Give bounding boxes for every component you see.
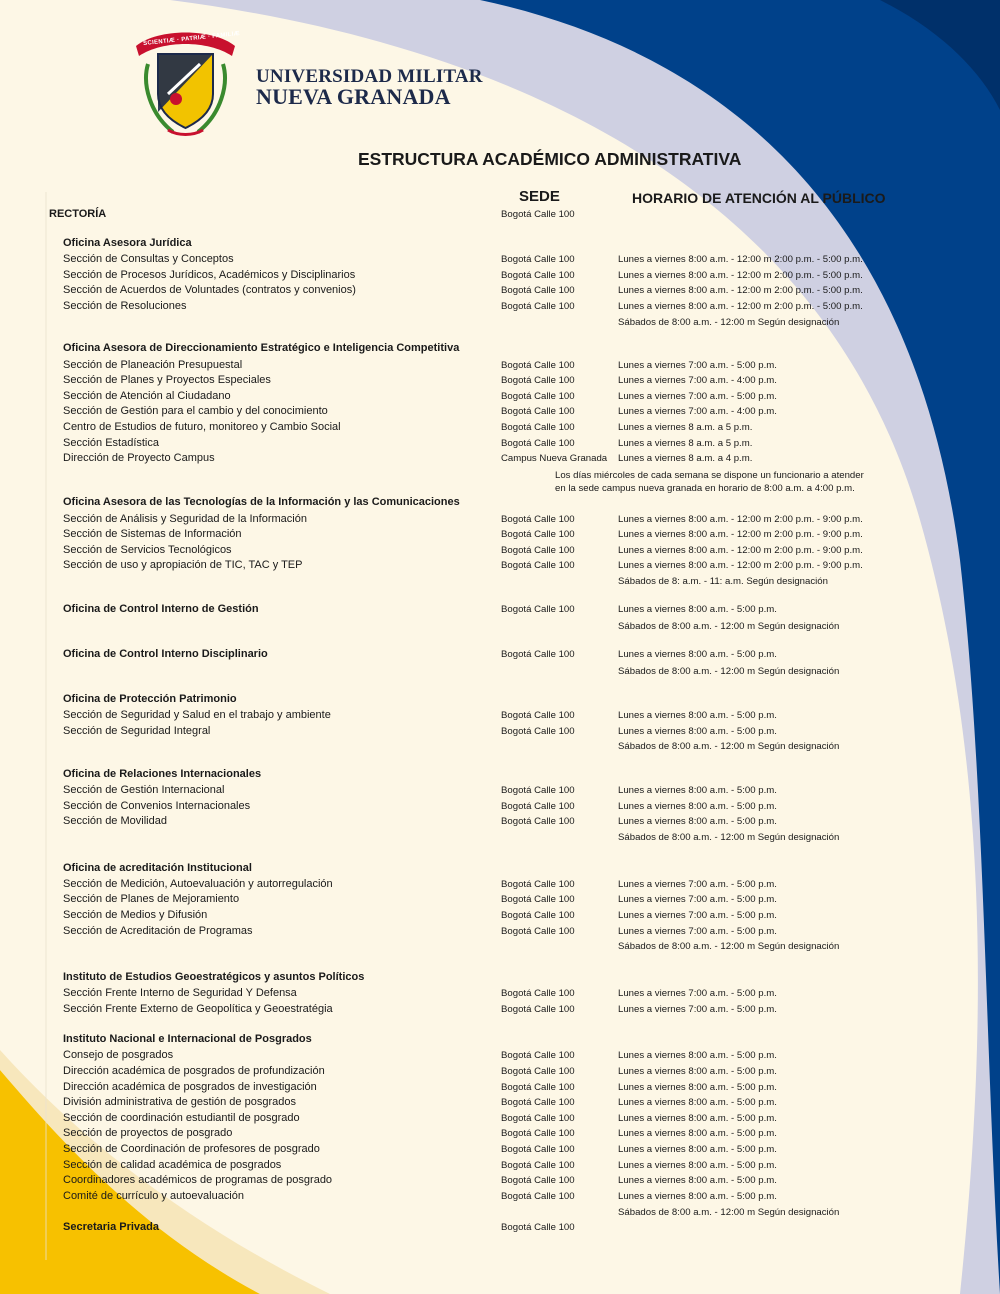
- unit-name: Sección de Coordinación de profesores de posgrado: [63, 1143, 320, 1155]
- logo-motto: SCIENTIÆ · PATRIÆ · FAMILIÆ: [142, 30, 241, 48]
- unit-name: Oficina de Protección Patrimonio: [63, 693, 237, 705]
- unit-name: Sección de Atención al Ciudadano: [63, 390, 231, 402]
- horario-cell: Lunes a viernes 8:00 a.m. - 12:00 m 2:00 p.m. - 5:00 p.m.: [618, 285, 863, 296]
- unit-name: Sección de Gestión para el cambio y del conocimiento: [63, 405, 328, 417]
- sede-cell: Bogotá Calle 100: [501, 1050, 575, 1061]
- sede-cell: Bogotá Calle 100: [501, 560, 575, 571]
- unit-name: Sección de Procesos Jurídicos, Académicos y Disciplinarios: [63, 269, 356, 281]
- unit-name: Sección de Servicios Tecnológicos: [63, 544, 232, 556]
- horario-cell: Lunes a viernes 8:00 a.m. - 5:00 p.m.: [618, 1050, 777, 1061]
- horario-cell: Lunes a viernes 8:00 a.m. - 5:00 p.m.: [618, 816, 777, 827]
- horario-cell: Lunes a viernes 7:00 a.m. - 5:00 p.m.: [618, 894, 777, 905]
- sede-cell: Bogotá Calle 100: [501, 1222, 575, 1233]
- horario-cell: Lunes a viernes 8:00 a.m. - 5:00 p.m.: [618, 1097, 777, 1108]
- horario-cell: Lunes a viernes 8:00 a.m. - 5:00 p.m.: [618, 1113, 777, 1124]
- sede-cell: Bogotá Calle 100: [501, 988, 575, 999]
- horario-cell: Lunes a viernes 8:00 a.m. - 5:00 p.m.: [618, 1066, 777, 1077]
- sede-cell: Bogotá Calle 100: [501, 926, 575, 937]
- unit-name: Instituto Nacional e Internacional de Posgrados: [63, 1033, 312, 1045]
- horario-cell: Lunes a viernes 7:00 a.m. - 5:00 p.m.: [618, 879, 777, 890]
- unit-name: Oficina de Control Interno de Gestión: [63, 603, 259, 615]
- sede-cell: Bogotá Calle 100: [501, 360, 575, 371]
- sede-cell: Bogotá Calle 100: [501, 1128, 575, 1139]
- sede-cell: Bogotá Calle 100: [501, 529, 575, 540]
- horario-cell: Sábados de 8:00 a.m. - 12:00 m Según designación: [618, 741, 840, 752]
- sede-cell: Bogotá Calle 100: [501, 375, 575, 386]
- unit-name: Secretaria Privada: [63, 1221, 160, 1233]
- horario-cell: Lunes a viernes 8:00 a.m. - 5:00 p.m.: [618, 726, 777, 737]
- sede-cell: Bogotá Calle 100: [501, 1113, 575, 1124]
- unit-name: Sección de Medios y Difusión: [63, 909, 208, 921]
- horario-cell: Lunes a viernes 8 a.m. a 5 p.m.: [618, 438, 753, 449]
- unit-name: Sección de Gestión Internacional: [63, 784, 225, 796]
- horario-cell: Lunes a viernes 8:00 a.m. - 5:00 p.m.: [618, 1128, 777, 1139]
- unit-name: Sección de Planes de Mejoramiento: [63, 893, 240, 905]
- sede-cell: Bogotá Calle 100: [501, 391, 575, 402]
- horario-cell: Lunes a viernes 8:00 a.m. - 5:00 p.m.: [618, 649, 777, 660]
- horario-cell: Lunes a viernes 8:00 a.m. - 5:00 p.m.: [618, 710, 777, 721]
- sede-cell: Bogotá Calle 100: [501, 879, 575, 890]
- horario-cell: Lunes a viernes 7:00 a.m. - 4:00 p.m.: [618, 375, 777, 386]
- sede-cell: Bogotá Calle 100: [501, 209, 575, 220]
- horario-cell: Lunes a viernes 7:00 a.m. - 4:00 p.m.: [618, 406, 777, 417]
- horario-cell: Lunes a viernes 7:00 a.m. - 5:00 p.m.: [618, 360, 777, 371]
- unit-name: Dirección académica de posgrados de profundización: [63, 1065, 325, 1077]
- horario-cell: Lunes a viernes 8:00 a.m. - 12:00 m 2:00 p.m. - 9:00 p.m.: [618, 545, 863, 556]
- unit-name: Sección de uso y apropiación de TIC, TAC y TEP: [63, 559, 303, 571]
- unit-name: Oficina de Control Interno Disciplinario: [63, 648, 268, 660]
- horario-cell: Sábados de 8:00 a.m. - 12:00 m Según designación: [618, 666, 840, 677]
- horario-cell: Lunes a viernes 7:00 a.m. - 5:00 p.m.: [618, 926, 777, 937]
- unit-name: Sección de Planes y Proyectos Especiales: [63, 374, 271, 386]
- unit-name: Sección de Análisis y Seguridad de la Información: [63, 513, 307, 525]
- unit-name: Sección de calidad académica de posgrados: [63, 1159, 282, 1171]
- horario-cell: Lunes a viernes 8:00 a.m. - 5:00 p.m.: [618, 785, 777, 796]
- horario-cell: Lunes a viernes 8:00 a.m. - 5:00 p.m.: [618, 801, 777, 812]
- horario-cell: Lunes a viernes 8:00 a.m. - 5:00 p.m.: [618, 1144, 777, 1155]
- sede-cell: Bogotá Calle 100: [501, 1175, 575, 1186]
- unit-name: Oficina Asesora Jurídica: [63, 237, 192, 249]
- horario-cell: Lunes a viernes 7:00 a.m. - 5:00 p.m.: [618, 391, 777, 402]
- sede-cell: Bogotá Calle 100: [501, 801, 575, 812]
- horario-cell: Sábados de 8:00 a.m. - 12:00 m Según designación: [618, 621, 840, 632]
- sede-cell: Bogotá Calle 100: [501, 894, 575, 905]
- university-name-line1: UNIVERSIDAD MILITAR: [256, 66, 483, 87]
- unit-name: Sección de Seguridad Integral: [63, 725, 211, 737]
- sede-cell: Bogotá Calle 100: [501, 514, 575, 525]
- sede-cell: Bogotá Calle 100: [501, 254, 575, 265]
- horario-cell: Lunes a viernes 8:00 a.m. - 5:00 p.m.: [618, 1191, 777, 1202]
- sede-cell: Bogotá Calle 100: [501, 785, 575, 796]
- horario-cell: Lunes a viernes 7:00 a.m. - 5:00 p.m.: [618, 910, 777, 921]
- sede-cell: Bogotá Calle 100: [501, 406, 575, 417]
- horario-cell: Sábados de 8:00 a.m. - 12:00 m Según designación: [618, 832, 840, 843]
- horario-cell: Lunes a viernes 8 a.m. a 5 p.m.: [618, 422, 753, 433]
- unit-name: Sección de Medición, Autoevaluación y autorregulación: [63, 878, 333, 890]
- unit-name: Sección de Convenios Internacionales: [63, 800, 251, 812]
- sede-cell: Bogotá Calle 100: [501, 726, 575, 737]
- horario-cell: Lunes a viernes 8:00 a.m. - 12:00 m 2:00 p.m. - 9:00 p.m.: [618, 560, 863, 571]
- sede-cell: Bogotá Calle 100: [501, 649, 575, 660]
- sede-cell: Bogotá Calle 100: [501, 438, 575, 449]
- unit-name: Sección de proyectos de posgrado: [63, 1127, 233, 1139]
- sede-cell: Bogotá Calle 100: [501, 1191, 575, 1202]
- unit-name: Comité de currículo y autoevaluación: [63, 1190, 244, 1202]
- horario-cell: Sábados de 8: a.m. - 11: a.m. Según designación: [618, 576, 828, 587]
- sede-cell: Bogotá Calle 100: [501, 1160, 575, 1171]
- unit-name: División administrativa de gestión de posgrados: [63, 1096, 296, 1108]
- unit-name: Sección de Acreditación de Programas: [63, 925, 253, 937]
- unit-name: Coordinadores académicos de programas de posgrado: [63, 1174, 333, 1186]
- sede-cell: Bogotá Calle 100: [501, 1082, 575, 1093]
- unit-name: Centro de Estudios de futuro, monitoreo y Cambio Social: [63, 421, 341, 433]
- unit-name: Sección de Resoluciones: [63, 300, 187, 312]
- horario-cell: Lunes a viernes 7:00 a.m. - 5:00 p.m.: [618, 1004, 777, 1015]
- column-header-horario: HORARIO DE ATENCIÓN AL PÚBLICO: [632, 190, 886, 206]
- unit-name: Sección Frente Interno de Seguridad Y Defensa: [63, 987, 297, 999]
- column-header-sede: SEDE: [519, 188, 560, 205]
- unit-name: Sección de Planeación Presupuestal: [63, 359, 243, 371]
- unit-name: Sección de Seguridad y Salud en el trabajo y ambiente: [63, 709, 331, 721]
- sede-cell: Bogotá Calle 100: [501, 422, 575, 433]
- horario-cell: Lunes a viernes 7:00 a.m. - 5:00 p.m.: [618, 988, 777, 999]
- horario-cell: Lunes a viernes 8 a.m. a 4 p.m.: [618, 453, 753, 464]
- unit-name: Sección Frente Externo de Geopolítica y Geoestratégia: [63, 1003, 333, 1015]
- sede-cell: Bogotá Calle 100: [501, 1144, 575, 1155]
- unit-name: Instituto de Estudios Geoestratégicos y asuntos Políticos: [63, 971, 365, 983]
- horario-cell: Lunes a viernes 8:00 a.m. - 5:00 p.m.: [618, 1082, 777, 1093]
- unit-name: Oficina de acreditación Institucional: [63, 862, 252, 874]
- unit-name: Dirección de Proyecto Campus: [63, 452, 215, 464]
- horario-cell: Lunes a viernes 8:00 a.m. - 5:00 p.m.: [618, 1175, 777, 1186]
- sede-cell: Bogotá Calle 100: [501, 1097, 575, 1108]
- campus-note-line1: Los días miércoles de cada semana se dispone un funcionario a atender: [555, 470, 864, 481]
- horario-cell: Lunes a viernes 8:00 a.m. - 5:00 p.m.: [618, 1160, 777, 1171]
- horario-cell: Lunes a viernes 8:00 a.m. - 12:00 m 2:00 p.m. - 5:00 p.m.: [618, 270, 863, 281]
- horario-cell: Sábados de 8:00 a.m. - 12:00 m Según designación: [618, 1207, 840, 1218]
- sede-cell: Campus Nueva Granada: [501, 453, 608, 464]
- sede-cell: Bogotá Calle 100: [501, 604, 575, 615]
- horario-cell: Sábados de 8:00 a.m. - 12:00 m Según designación: [618, 317, 840, 328]
- unit-name: Consejo de posgrados: [63, 1049, 174, 1061]
- sede-cell: Bogotá Calle 100: [501, 816, 575, 827]
- page-title: ESTRUCTURA ACADÉMICO ADMINISTRATIVA: [358, 149, 742, 169]
- sede-cell: Bogotá Calle 100: [501, 545, 575, 556]
- sede-cell: Bogotá Calle 100: [501, 285, 575, 296]
- unit-name: Sección de Consultas y Conceptos: [63, 253, 234, 265]
- unit-name: Dirección académica de posgrados de investigación: [63, 1081, 317, 1093]
- unit-name: RECTORÍA: [49, 208, 107, 220]
- unit-name: Sección de Sistemas de Información: [63, 528, 242, 540]
- horario-cell: Sábados de 8:00 a.m. - 12:00 m Según designación: [618, 941, 840, 952]
- horario-cell: Lunes a viernes 8:00 a.m. - 12:00 m 2:00 p.m. - 9:00 p.m.: [618, 529, 863, 540]
- unit-name: Sección de Movilidad: [63, 815, 167, 827]
- unit-name: Sección de Acuerdos de Voluntades (contratos y convenios): [63, 284, 356, 296]
- horario-cell: Lunes a viernes 8:00 a.m. - 12:00 m 2:00 p.m. - 5:00 p.m.: [618, 254, 863, 265]
- sede-cell: Bogotá Calle 100: [501, 301, 575, 312]
- horario-cell: Lunes a viernes 8:00 a.m. - 12:00 m 2:00 p.m. - 9:00 p.m.: [618, 514, 863, 525]
- campus-note-line2: en la sede campus nueva granada en horario de 8:00 a.m. a 4:00 p.m.: [555, 483, 855, 494]
- unit-name: Sección de coordinación estudiantil de posgrado: [63, 1112, 300, 1124]
- unit-name: Oficina de Relaciones Internacionales: [63, 768, 262, 780]
- unit-name: Sección Estadística: [63, 437, 159, 449]
- unit-name: Oficina Asesora de Direccionamiento Estratégico e Inteligencia Competitiva: [63, 342, 460, 354]
- sede-cell: Bogotá Calle 100: [501, 1066, 575, 1077]
- unit-name: Oficina Asesora de las Tecnologías de la Información y las Comunicaciones: [63, 496, 460, 508]
- horario-cell: Lunes a viernes 8:00 a.m. - 5:00 p.m.: [618, 604, 777, 615]
- sede-cell: Bogotá Calle 100: [501, 910, 575, 921]
- sede-cell: Bogotá Calle 100: [501, 710, 575, 721]
- university-name-line2: NUEVA GRANADA: [256, 84, 451, 109]
- horario-cell: Lunes a viernes 8:00 a.m. - 12:00 m 2:00 p.m. - 5:00 p.m.: [618, 301, 863, 312]
- sede-cell: Bogotá Calle 100: [501, 1004, 575, 1015]
- sede-cell: Bogotá Calle 100: [501, 270, 575, 281]
